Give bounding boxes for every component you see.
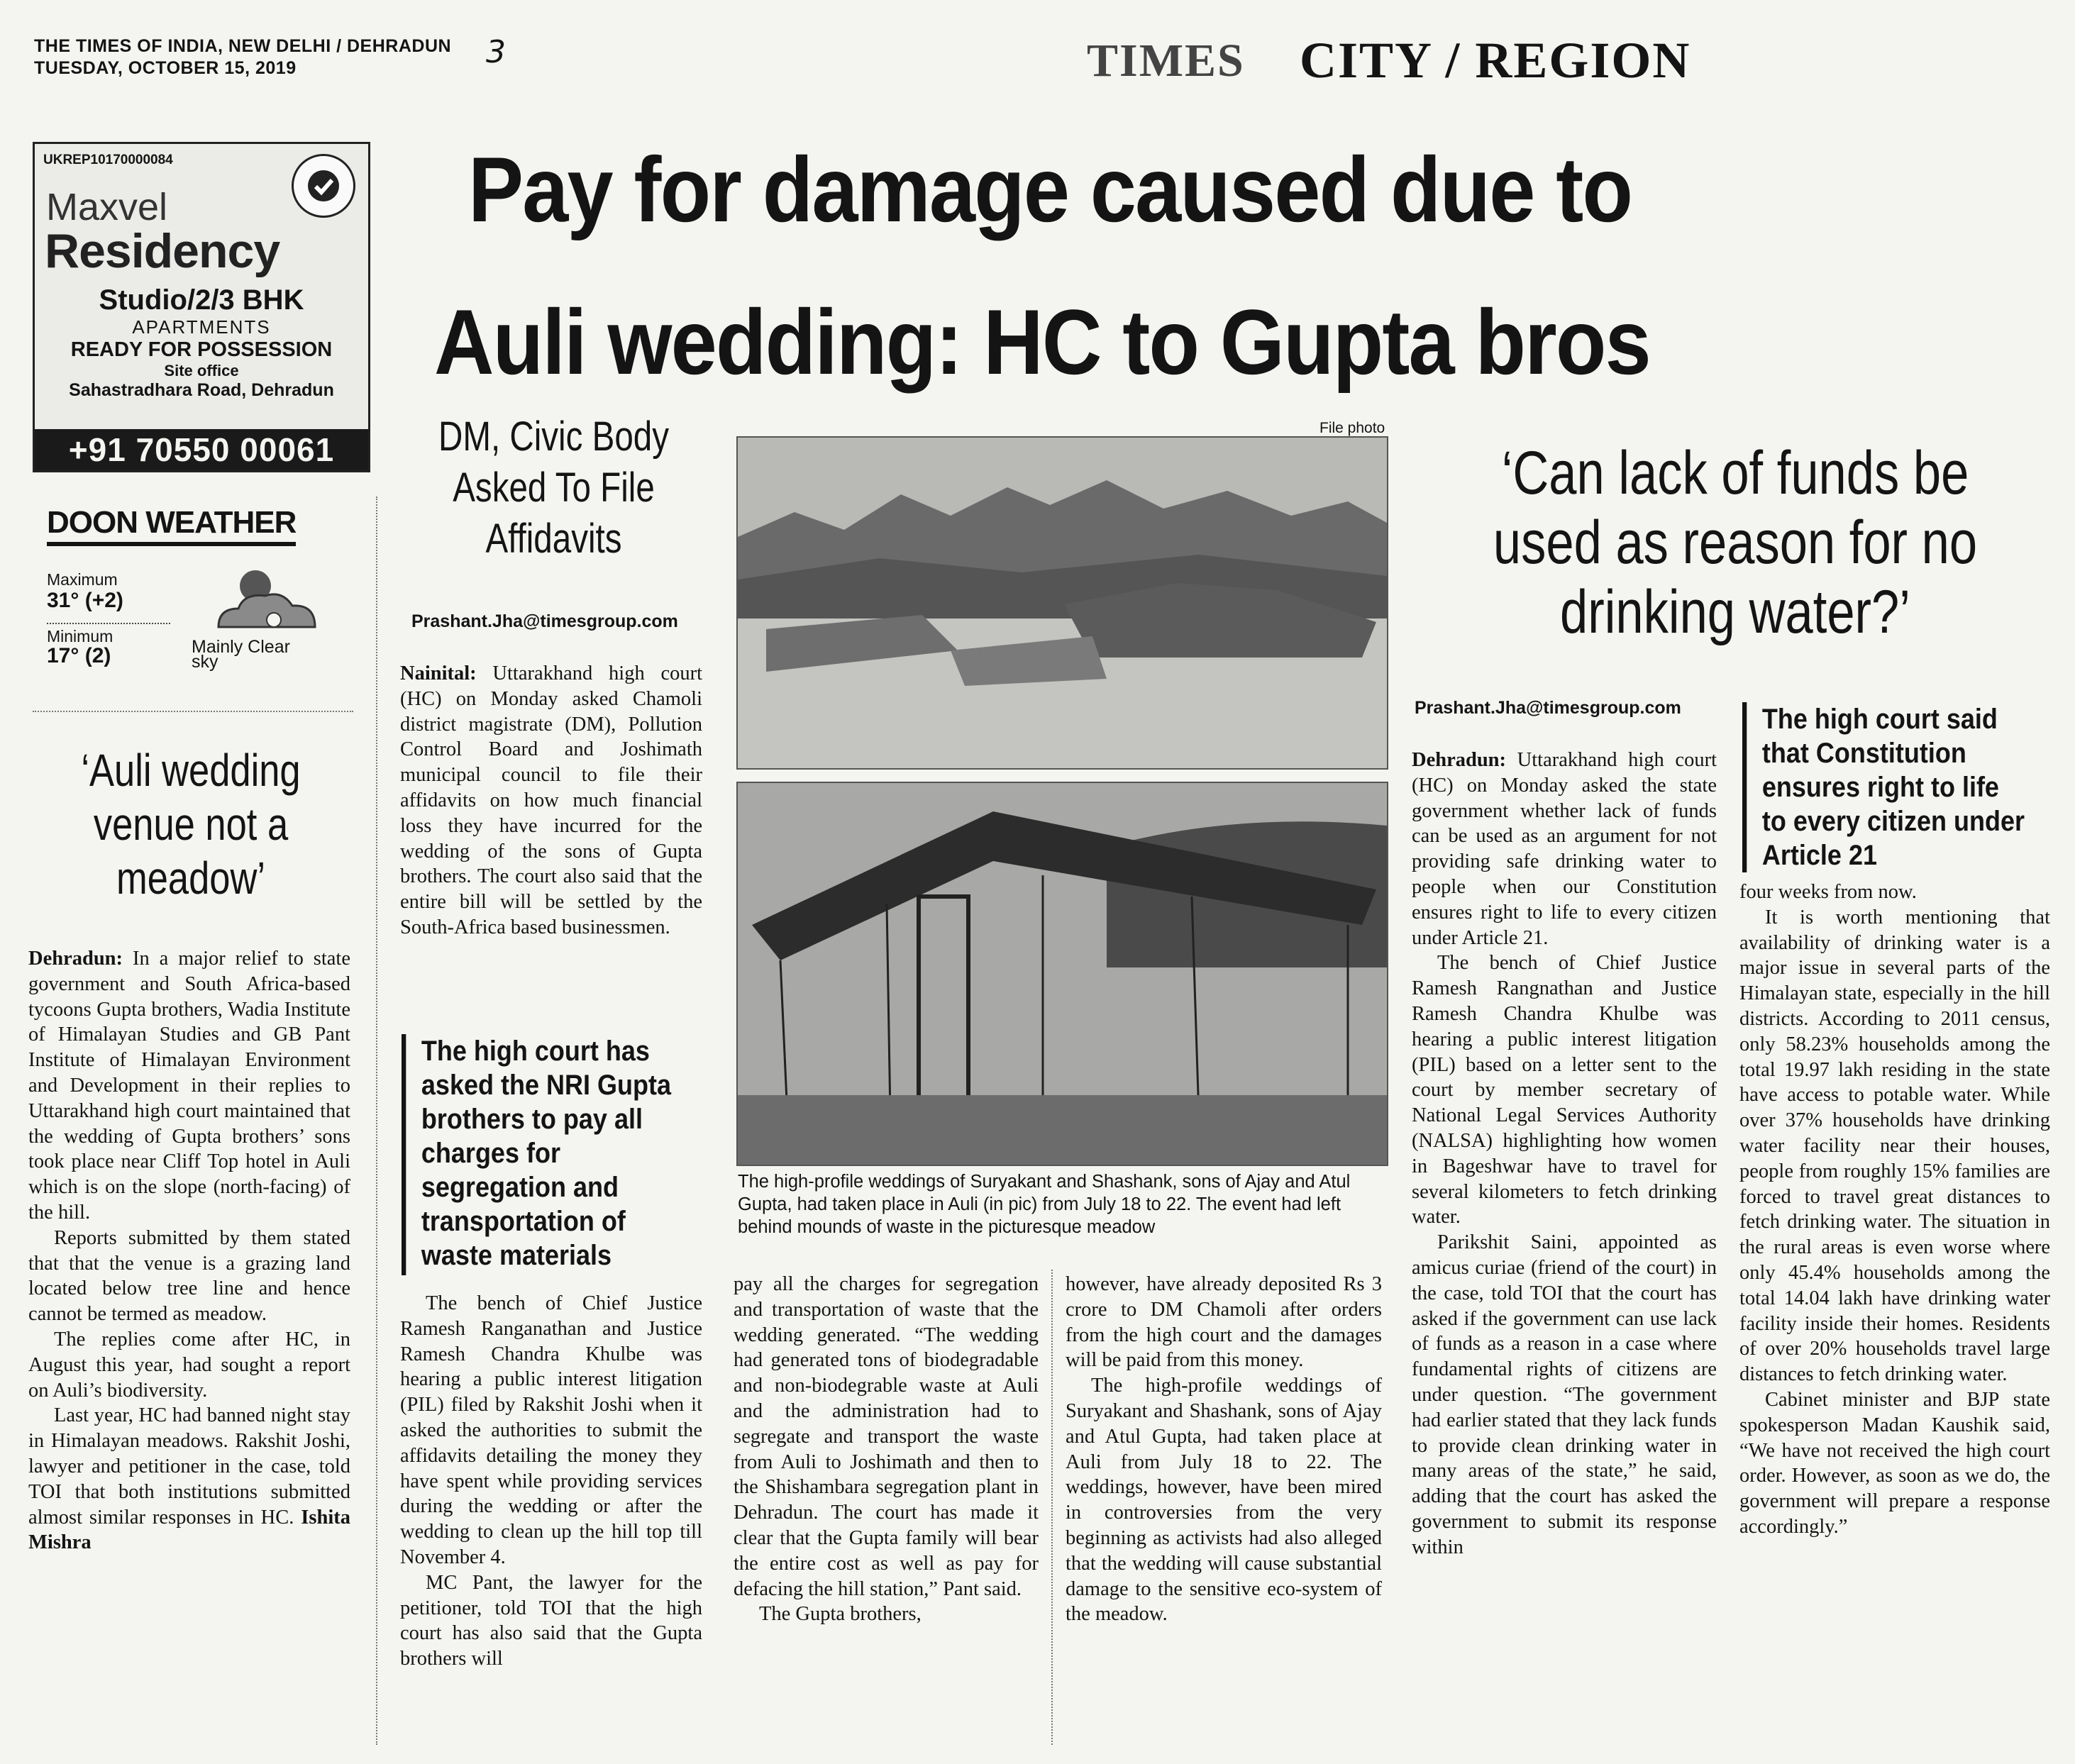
issue-date: TUESDAY, OCTOBER 15, 2019: [34, 58, 297, 78]
side-story-paragraph: The replies come after HC, in August this year, had sought a report on Auli’s biodiversity.: [28, 1328, 350, 1402]
main-story-paragraph: Uttarakhand high court (HC) on Monday asked Chamoli district magistrate (DM), Pollution Control Board and Joshimath municipal council to file their affidavits on how much financial loss they have incurred for the wedding of the sons of Gupta brothers. The court also said that the entire bill will be settled by the South-Africa based businessmen.: [400, 662, 702, 938]
water-story-col1: [1412, 748, 1717, 1746]
column-separator: [376, 497, 377, 1745]
water-story-paragraph: four weeks from now.: [1739, 881, 1917, 903]
main-story-dateline: Nainital:: [400, 662, 477, 684]
main-story-intro: [400, 661, 702, 1016]
real-estate-advert: [33, 142, 370, 472]
water-story-paragraph: Cabinet minister and BJP state spokesperson Madan Kaushik said, “We have not received the high court order. However, as soon as we do, the government will prepare a response accordingly.”: [1739, 1388, 2050, 1538]
water-story-pullquote: The high court said that Constitution ensures right to life to every citizen under Article 21: [1742, 702, 2030, 872]
water-story-paragraph: It is worth mentioning that availability of drinking water is a major issue in several parts of the Himalayan state, especially in the hill districts. According to 2011 census, only 58.23% households among the total 19.97 lakh residing in the state have access to potable water. While over 37% households have drinking water facility near their houses, people from roughly 15% families are forced to travel great distances to fetch drinking water. The situation in the rural areas is even worse where only 45.4% households among the total 14.04 lakh have drinking water facility inside their homes. Residents of over 20% households travel large distances to fetch drinking water.: [1739, 906, 2050, 1386]
main-story-paragraph: The bench of Chief Justice Ramesh Ranganathan and Justice Ramesh Chandra Khulbe was hearing a public interest litigation (PIL) filed by Rakshit Joshi when it asked the authorities to submit the affidavits detailing the money they have spent while providing services during the wedding or after the wedding to clean up the hill top till November 4.: [400, 1292, 702, 1568]
weather-condition-2: sky: [192, 652, 218, 672]
weather-dotted-divider: [47, 623, 170, 624]
side-story-paragraph: Last year, HC had banned night stay in Himalayan meadows. Rakshit Joshi, lawyer and petitioner in the case, told TOI that both institutions submitted almost similar responses in HC.: [28, 1404, 350, 1529]
weather-separator: [33, 711, 353, 712]
section-label-city-region: CITY / REGION: [1300, 32, 1691, 89]
side-story-body: [28, 946, 350, 1741]
section-label-times: TIMES: [1087, 35, 1245, 87]
ad-property-type: APARTMENTS: [132, 316, 271, 338]
ad-status: READY FOR POSSESSION: [70, 338, 333, 361]
ad-site-label: Site office: [164, 362, 239, 379]
side-story-headline: ‘Auli wedding venue not a meadow’: [81, 745, 301, 904]
page-number-mark: 3: [486, 34, 506, 70]
main-headline-line-2: Auli wedding: HC to Gupta bros: [434, 290, 1650, 394]
water-story-dateline: Dehradun:: [1412, 749, 1507, 771]
water-story-paragraph: The bench of Chief Justice Ramesh Rangnathan and Justice Ramesh Chandra Khulbe was hearing a public interest litigation (PIL) based on a letter sent to the court by member secretary of National Legal Services Authority (NALSA) highlighting how women in Bageshwar have to travel for several kilometers to fetch drinking water.: [1412, 952, 1717, 1228]
weather-condition: Mainly Clear: [192, 637, 290, 657]
side-story-dateline: Dehradun:: [28, 948, 123, 970]
main-headline-line-1: Pay for damage caused due to: [468, 138, 1632, 241]
main-story-col4: [1066, 1272, 1382, 1747]
water-story-col2: [1739, 880, 2050, 1746]
ad-brand-main: Residency: [45, 224, 280, 278]
main-story-pullquote: The high court has asked the NRI Gupta brothers to pay all charges for segregation and transportation of waste materials: [402, 1034, 695, 1275]
column-separator: [1051, 1270, 1053, 1745]
ad-unit-types: Studio/2/3 BHK: [99, 284, 304, 316]
wedding-structure-photo: [736, 782, 1388, 1166]
max-temp-value: 31° (+2): [47, 589, 123, 612]
ad-phone: +91 70550 00061: [35, 429, 368, 470]
main-story-byline: Prashant.Jha@timesgroup.com: [411, 611, 678, 631]
main-story-paragraph: however, have already deposited Rs 3 crore to DM Chamoli after orders from the high court and the damages will be paid from this money.: [1066, 1273, 1382, 1372]
approval-badge-icon: [292, 154, 355, 218]
photo-credit: File photo: [1319, 420, 1385, 436]
water-story-byline: Prashant.Jha@timesgroup.com: [1415, 698, 1681, 718]
water-story-paragraph: Parikshit Saini, appointed as amicus curiae (friend of the court) in the case, told TOI that the court has asked if the government can use lack of funds as a reason in a case where fundamental rights of citizens are under question. “The government had earlier stated that they lack funds to provide clean drinking water in many areas of the state,” he said, adding that the court has asked the government to submit its response within: [1412, 1231, 1717, 1558]
partly-cloudy-icon: [204, 562, 325, 643]
water-story-headline: ‘Can lack of funds be used as reason for no drinking water?’: [1493, 439, 1978, 646]
weather-title: DOON WEATHER: [47, 505, 296, 546]
paper-name-line: THE TIMES OF INDIA, NEW DELHI / DEHRADUN: [34, 36, 452, 56]
max-temp-label: Maximum: [47, 570, 118, 589]
min-temp-label: Minimum: [47, 627, 114, 645]
main-story-paragraph: The Gupta brothers,: [759, 1603, 922, 1626]
photo-caption: The high-profile weddings of Suryakant and Shashank, sons of Ajay and Atul Gupta, had taken place in Auli (in pic) from July 18 to 22. The event had left behind mounds of waste in the picturesque meadow: [738, 1172, 1351, 1237]
weather-box: [47, 505, 345, 675]
main-story-col2: [400, 1291, 702, 1745]
ad-address: Sahastradhara Road, Dehradun: [69, 380, 334, 400]
ad-brand-top: Maxvel: [46, 186, 168, 228]
main-story-paragraph: The high-profile weddings of Suryakant and Shashank, sons of Ajay and Atul Gupta, had taken place at Auli from July 18 to 22. The weddings, however, have been mired in controversies from the very beginning as activists had also alleged that the wedding will cause substantial damage to the sensitive eco-system of the meadow.: [1066, 1375, 1382, 1626]
main-story-paragraph: MC Pant, the lawyer for the petitioner, told TOI that the high court has also said that the Gupta brothers will: [400, 1571, 702, 1670]
water-story-paragraph: Uttarakhand high court (HC) on Monday asked the state government whether lack of funds can be used as an argument for not providing safe drinking water to people when our Constitution ensures right to life to every citizen under Article 21.: [1412, 749, 1717, 949]
main-story-deck: DM, Civic Body Asked To File Affidavits: [438, 414, 670, 562]
main-story-paragraph: pay all the charges for segregation and transportation of waste that the wedding generated. “The wedding had generated tons of biodegradable and non-biodegrable waste at Auli and the administration had to segregate and transport the waste from Auli to Joshimath and then to the Shishambara segregation plant in Dehradun. The court has made it clear that the Gupta family will bear the entire cost as well as pay for defacing the hill station,” Pant said.: [734, 1273, 1039, 1600]
side-story-paragraph: Reports submitted by them stated that that the venue is a grazing land located below tree line and hence cannot be termed as meadow.: [28, 1226, 350, 1326]
ad-registration-code: UKREP10170000084: [43, 152, 173, 167]
waste-meadow-photo: [736, 436, 1388, 770]
min-temp-value: 17° (2): [47, 644, 111, 667]
main-story-col3: [734, 1272, 1039, 1747]
side-story-paragraph: In a major relief to state government and South Africa-based tycoons Gupta brothers, Wadia Institute of Himalayan Studies and GB Pant Institute of Himalayan Environment and Development in their replies to Uttarakhand high court maintained that the wedding of Gupta brothers’ sons took place near Cliff Top hotel in Auli which is on the slope (north-facing) of the hill.: [28, 948, 350, 1224]
side-story-signature: Ishita Mishra: [28, 1506, 350, 1554]
